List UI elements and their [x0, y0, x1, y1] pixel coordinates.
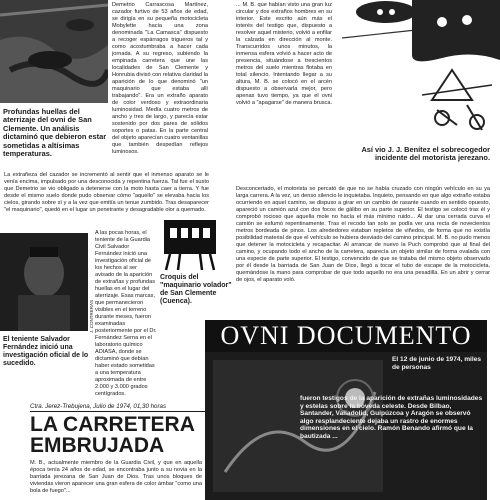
article-column-mid-left: La extrañeza del cazador se incrementó al sentir que el inmenso aparato se le venía encima, impulsado por una desconocida y repentina fuerza. Tal fue el susto que Demetrio se vio obligado a detenerse con la moto hasta caer a tierra. Y fue desde el mismo suelo donde pudo observar cómo "aquello" se elevaba hacia los cielos, girando sobre sí y a la vez que emitía un tenue zumbido. Tras desaparecer "el maquinario", quedó en el lugar un penetrante y desagradable olor a quemado.: [4, 172, 209, 213]
ovni-documento-text: fueron testigos de la aparición de extrañas luminosidades y estelas sobre la bóveda celeste. Desde Bilbao, Santander, Valladolid, Guipúzcoa y Aragón se observó algo resplandeciente dejaba un rastro de enormes dimensiones en el cielo. Ramón Benando afirmó que la bautizada ...: [300, 395, 483, 440]
headline-line-1: LA CARRETERA: [30, 413, 195, 436]
article-column-bottom-left: M. B., actualmente miembro de la Guardia Civil, y que en aquella época tenía 24 años de edad, se encontraba junto a su novia en la barriada jerezana de San Juan de Dios. Tras unos bloques de viviendas vieron aparecer una gran esfera de color ámbar "como una bola de fuego"...: [30, 460, 202, 494]
ovni-sketch-illustration: [412, 0, 500, 140]
photo-credit: J. CONTRERAS: [89, 300, 94, 334]
caption-landing-marks: Profundas huellas del aterrizaje del ovni de San Clemente. Un análisis dictaminó que debieron estar sometidas a altísimas temperaturas.: [3, 107, 107, 159]
landing-marks-photo: [0, 0, 108, 103]
headline-line-2: EMBRUJADA: [30, 434, 165, 457]
flying-machine-sketch: [160, 214, 220, 272]
article-column-mid-center: A las pocas horas, el teniente de la Guardia Civil Salvador Fernández inició una investigación oficial de los hechos al ser avisado de la aparición de extrañas y profundas huellas en el lugar del aterrizaje. Esas marcas, que permanecieron visibles en el terreno durante meses, fueron examinadas posteriormente por el Dr. Fernández Serna en el laboratorio químico ADIASA, donde se dictaminó que debían haber estado sometidas a una temperatura aproximada de entre 2.000 y 3.000 grados centígrados.: [95, 230, 157, 397]
ovni-documento-intro: El 12 de junio de 1974, miles de personas: [392, 356, 482, 371]
motorcyclist-illustration: [336, 0, 420, 42]
article-column-mid-right: Desconcertado, el motorista se percató de que no se había cruzado con ningún vehículo en su ya larga carrera. A la vez, un denso silencio le inquietaba. Inquieto, pensando en que algo extraño estaba ocurriendo en aquel camino, se dispuso a girar en un cambio de rasante cuando en sentido opuesto, apareció un camión azul con dos focos de gálibo en su parte superior. El testigo se colocó tras él y comprobó rocioso que aquella mole no hacía el más mínimo ruido... Al dar una cerrada curva el camión se esfumó repentinamente. Tras el recodo tan solo se podía ver una recta de novecientos metros bordeada de pinos. Los alrededores estaban repletos de viñedos, de forma que no existía posibilidad material de que el vehículo se hubiera desviado del camino principal. M. B. no pudo menos que detener la motocicleta y recapacitar. Al arrancar de nuevo la Puch comprobó que al final del camino, y ocupando todo el ancho de la carretera, aparecía un objeto similar de forma ovalada con una especie de parte superior. El testigo, convencido de que se trataba del mismo objeto observado por él desde la barriada de San Juan de Dios, llegó a tocar el tubo de escape de la motocicleta, quemándose la mano para comprobar de que todo aquello no era una pesadilla. En un abrir y cerrar de ojos, el aparato voló.: [236, 186, 490, 283]
caption-teniente: El teniente Salvador Fernández inició una investigación oficial de lo sucedido.: [3, 336, 89, 367]
caption-motorist-illustration: Así vio J. J. Benítez el sobrecogedor incidente del motorista jerezano.: [361, 145, 490, 163]
ovni-documento-banner: OVNI DOCUMENTO: [205, 320, 487, 352]
teniente-photo: [0, 233, 88, 331]
article-headline: [30, 414, 205, 456]
article-column-top-right: ... M. B. que habían visto una gran luz circular y dos extraños hombres en su interior. Este escrito aún más el interés del testigo que, dispuesto a resolver aquel misterio, volvió a enfilar la calzada en dirección al monte. Transcurridos unos minutos, la inmensa esfera volvió a hacer acto de presencia, situándose a trescientos metros del suelo mientras flotaba en total silencio. Intentando llegar a su altura, M. B. se colocó en el arcén dispuesto a observarla mejor, pero apenas tuvo tiempo, ya que el ovni volvió a "apagarse" de manera brusca.: [236, 2, 332, 106]
article-column-top-center: Demetrio Carrascosa Martínez, cazador furtivo de 53 años de edad, se dirigía en su pequeña motocicleta Mobylette hacia una zona denominada "La Camasca" dispuesto a recoger espárragos trigueros tal y como acostumbraba a hacer cada jornada. A su regreso, subiendo la empinada carretera que une las localidades de San Clemente y Honrubia divisó con relativa claridad la aparición de lo que denominó "un maquinario que estaba allí trabajando". Era un extraño aparato de color verdoso y extraordinaria luminosidad. Medía cuatro metros de ancho y tres de largo, y parecía estar sostenido por dos pares de sólidos soportes o patas. En la parte central del objeto aparecían cuatro ventanillas que también despedían reflejos luminosos.: [112, 2, 208, 155]
article-kicker: Ctra. Jerez-Trebujena, Julio de 1974, 01,30 horas: [30, 403, 205, 412]
caption-sketch: Croquis del "maquinario volador" de San Clemente (Cuenca).: [160, 274, 232, 305]
